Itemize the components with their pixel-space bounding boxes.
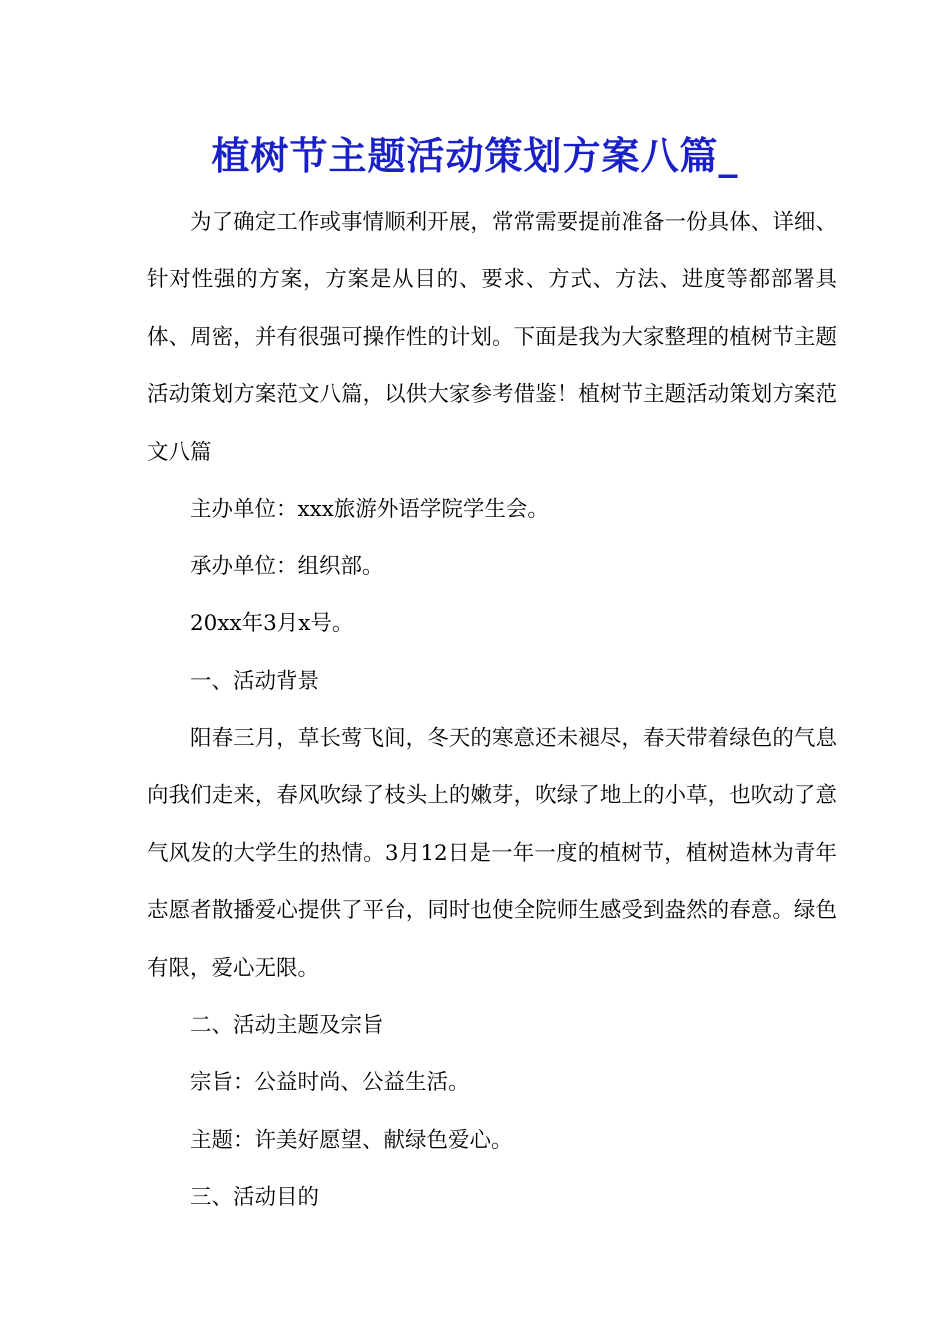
section2-heading: 二、活动主题及宗旨 <box>190 1013 384 1038</box>
intro-paragraph: 为了确定工作或事情顺利开展，常常需要提前准备一份具体、详细、针对性强的方案，方案是从目的、要求、方式、方法、进度等都部署具体、周密，并有很强可操作性的计划。下面是我为大家整理的植树节主题活动策划方案范文八篇，以供大家参考借鉴！植树节主题活动策划方案范文八篇 <box>147 210 837 465</box>
document-title: 植树节主题活动策划方案八篇_ <box>211 133 739 178</box>
theme-line: 主题：许美好愿望、献绿色爱心。 <box>190 1128 513 1153</box>
section3-heading: 三、活动目的 <box>190 1185 320 1210</box>
organizer-line: 主办单位：xxx旅游外语学院学生会。 <box>190 497 549 522</box>
section1-paragraph: 阳春三月，草长莺飞间，冬天的寒意还未褪尽，春天带着绿色的气息向我们走来，春风吹绿了枝头上的嫩芽，吹绿了地上的小草，也吹动了意气风发的大学生的热情。3月12日是一年一度的植树节，植树造林为青年志愿者散播爱心提供了平台，同时也使全院师生感受到盎然的春意。绿色有限，爱心无限。 <box>147 726 837 981</box>
undertaker-line: 承办单位：组织部。 <box>190 554 384 579</box>
date-line: 20xx年3月x号。 <box>190 611 354 636</box>
section1-heading: 一、活动背景 <box>190 669 320 694</box>
purpose-line: 宗旨：公益时尚、公益生活。 <box>190 1070 470 1095</box>
